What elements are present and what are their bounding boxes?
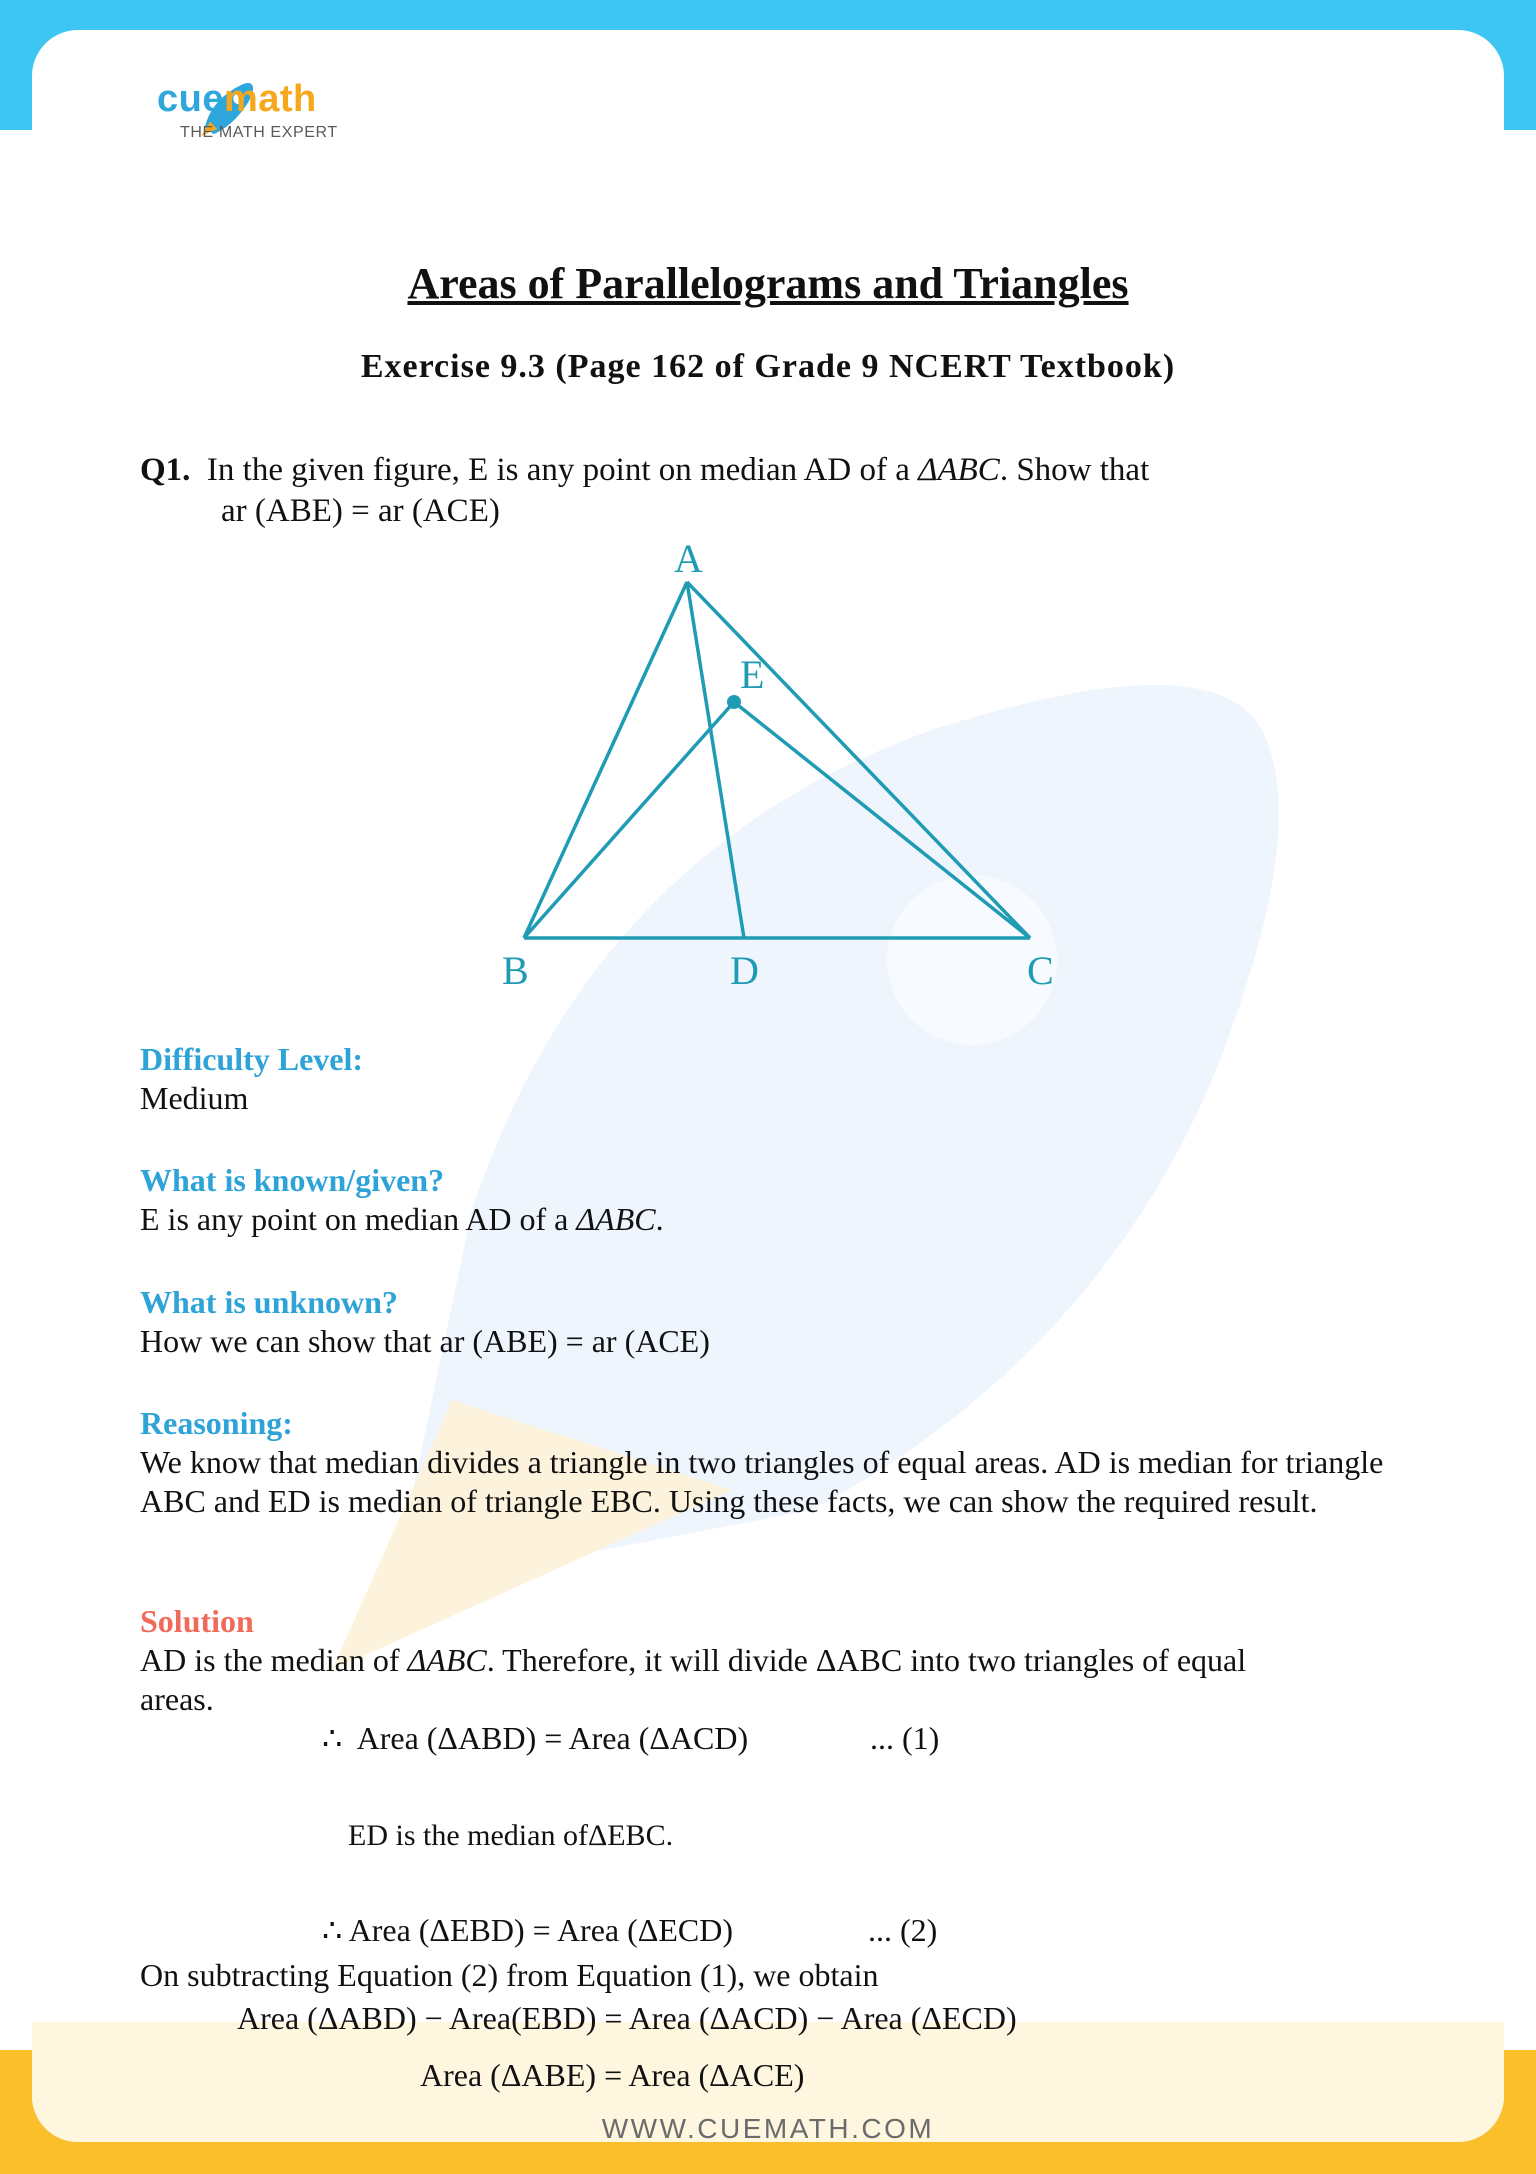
solution-section: [140, 1602, 1270, 1719]
label-a: A: [674, 536, 703, 581]
unknown-section: [140, 1283, 1400, 1361]
solution-intro-triangle: ΔABC: [407, 1642, 487, 1678]
question-block: [140, 450, 1149, 532]
solution-intro: AD is the median of: [140, 1642, 400, 1678]
difficulty-section: [140, 1040, 1400, 1118]
brand-tagline: THE MATH EXPERT: [180, 124, 338, 141]
reasoning-text: We know that median divides a triangle in two triangles of equal areas. AD is median for triangle ABC and ED is median of triangle EBC. Using these facts, we can show the required result.: [140, 1444, 1384, 1519]
point-e-dot: [727, 695, 741, 709]
question-number: Q1.: [140, 452, 191, 488]
label-d: D: [730, 948, 759, 993]
known-end: .: [655, 1201, 664, 1237]
reasoning-heading: Reasoning:: [140, 1405, 293, 1441]
equation-1-tag: ... (1): [870, 1720, 940, 1756]
median-statement: ED is the median ofΔEBC.: [348, 1819, 674, 1852]
segment-ec: [734, 702, 1030, 938]
reasoning-section: [140, 1404, 1400, 1521]
equation-1: ∴ Area (ΔABD) = Area (ΔACD): [322, 1720, 749, 1756]
segment-be: [524, 702, 734, 938]
footer-url[interactable]: WWW.CUEMATH.COM: [601, 2113, 935, 2142]
known-text: E is any point on median AD of a: [140, 1201, 569, 1237]
known-heading: What is known/given?: [140, 1162, 445, 1198]
triangle-figure: [462, 530, 1102, 1000]
solution-intro-after: . Therefore, it will divide ΔABC into two triangles of equal areas.: [140, 1642, 1247, 1717]
page-subtitle: Exercise 9.3 (Page 162 of Grade 9 NCERT Textbook): [360, 348, 1176, 385]
question-text-after: . Show that: [999, 452, 1150, 488]
question-line2: ar (ABE) = ar (ACE): [221, 493, 500, 529]
difficulty-heading: Difficulty Level:: [140, 1041, 364, 1077]
brand-wordmark: [157, 78, 317, 121]
label-b: B: [502, 948, 529, 993]
difficulty-value: Medium: [140, 1080, 249, 1116]
page-title: Areas of Parallelograms and Triangles: [407, 259, 1129, 308]
subtract-statement: On subtracting Equation (2) from Equation (1), we obtain: [140, 1957, 879, 1993]
label-c: C: [1027, 948, 1054, 993]
equation-4: Area (ΔABE) = Area (ΔACE): [420, 2057, 805, 2093]
equation-2-tag: ... (2): [868, 1912, 938, 1948]
label-e: E: [740, 652, 765, 697]
question-text: In the given figure, E is any point on median AD of a: [206, 452, 910, 488]
known-section: [140, 1161, 1400, 1239]
brand-name-part1: cue: [157, 78, 224, 120]
page-card: [32, 30, 1504, 2142]
side-ac: [687, 582, 1030, 938]
unknown-heading: What is unknown?: [140, 1284, 398, 1320]
equation-2: ∴ Area (ΔEBD) = Area (ΔECD): [322, 1912, 733, 1948]
known-triangle: ΔABC: [576, 1201, 656, 1237]
side-ab: [524, 582, 687, 938]
solution-heading: Solution: [140, 1603, 254, 1639]
equation-3: Area (ΔABD) − Area(EBD) = Area (ΔACD) − Area (ΔECD): [237, 2000, 1017, 2036]
unknown-text: How we can show that ar (ABE) = ar (ACE): [140, 1323, 710, 1359]
brand-name-part2: math: [223, 78, 317, 120]
question-triangle: ΔABC: [918, 452, 1000, 488]
median-ad: [687, 582, 744, 938]
